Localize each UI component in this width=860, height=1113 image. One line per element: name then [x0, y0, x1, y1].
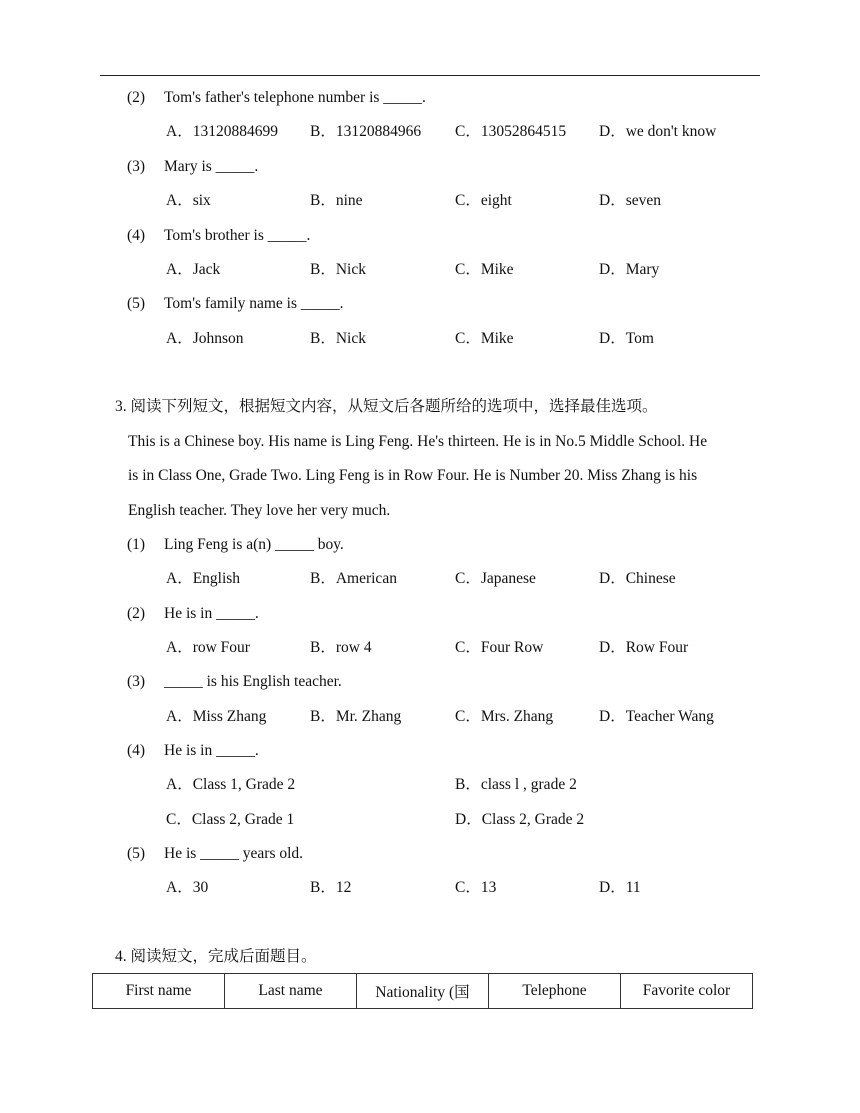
table-header-cell: Telephone: [489, 974, 621, 1009]
option-c: C．13: [455, 879, 497, 896]
question-number: (5): [127, 845, 146, 862]
option-c: C．Mike: [455, 330, 514, 347]
section-heading: 4. 阅读短文，完成后面题目。: [115, 948, 317, 965]
option-a: A．30: [166, 879, 209, 896]
question-number: (4): [127, 227, 146, 244]
option-c: C．eight: [455, 192, 512, 209]
question-text: Tom's family name is _____.: [164, 295, 344, 312]
passage-line: English teacher. They love her very much.: [128, 502, 391, 519]
option-c: C．Class 2, Grade 1: [166, 811, 295, 828]
question-number: (2): [127, 605, 146, 622]
option-d: D．Class 2, Grade 2: [455, 811, 585, 828]
option-c: C．Mike: [455, 261, 514, 278]
question-text: He is in _____.: [164, 742, 259, 759]
option-b: B．12: [310, 879, 352, 896]
table-header-cell: Nationality (国: [357, 974, 489, 1009]
option-b: B．class l , grade 2: [455, 776, 577, 793]
info-table: [92, 973, 753, 1009]
option-a: A．Miss Zhang: [166, 708, 267, 725]
option-b: B．Nick: [310, 330, 366, 347]
option-d: D．Tom: [599, 330, 654, 347]
option-a: A．English: [166, 570, 241, 587]
question-text: Tom's brother is _____.: [164, 227, 311, 244]
option-c: C．Four Row: [455, 639, 544, 656]
option-b: B．Mr. Zhang: [310, 708, 402, 725]
header-rule: [100, 75, 760, 76]
option-b: B．row 4: [310, 639, 372, 656]
option-d: D．seven: [599, 192, 661, 209]
option-d: D．we don't know: [599, 123, 717, 140]
question-number: (1): [127, 536, 146, 553]
option-a: A．Class 1, Grade 2: [166, 776, 296, 793]
option-b: B．13120884966: [310, 123, 422, 140]
option-c: C．Japanese: [455, 570, 536, 587]
option-a: A．row Four: [166, 639, 250, 656]
option-d: D．11: [599, 879, 641, 896]
table-header-row: [93, 974, 753, 1009]
question-number: (5): [127, 295, 146, 312]
option-d: D．Chinese: [599, 570, 676, 587]
question-text: He is _____ years old.: [164, 845, 304, 862]
question-number: (3): [127, 673, 146, 690]
option-c: C．13052864515: [455, 123, 567, 140]
passage-line: is in Class One, Grade Two. Ling Feng is in Row Four. He is Number 20. Miss Zhang is his: [128, 467, 698, 484]
option-d: D．Teacher Wang: [599, 708, 714, 725]
option-a: A．six: [166, 192, 211, 209]
question-text: Tom's father's telephone number is _____.: [164, 89, 426, 106]
question-text: He is in _____.: [164, 605, 259, 622]
table-header-cell: Last name: [225, 974, 357, 1009]
question-text: Mary is _____.: [164, 158, 259, 175]
question-number: (3): [127, 158, 146, 175]
question-text: _____ is his English teacher.: [164, 673, 342, 690]
option-b: B．Nick: [310, 261, 366, 278]
question-number: (4): [127, 742, 146, 759]
section-heading: 3. 阅读下列短文，根据短文内容，从短文后各题所给的选项中，选择最佳选项。: [115, 398, 658, 415]
table-header-cell: First name: [93, 974, 225, 1009]
option-a: A．Johnson: [166, 330, 244, 347]
option-a: A．Jack: [166, 261, 221, 278]
passage-line: This is a Chinese boy. His name is Ling Feng. He's thirteen. He is in No.5 Middle School. He: [128, 433, 708, 450]
option-b: B．American: [310, 570, 397, 587]
table-header-cell: Favorite color: [621, 974, 753, 1009]
question-text: Ling Feng is a(n) _____ boy.: [164, 536, 344, 553]
option-a: A．13120884699: [166, 123, 278, 140]
option-b: B．nine: [310, 192, 363, 209]
question-number: (2): [127, 89, 146, 106]
option-d: D．Mary: [599, 261, 660, 278]
option-c: C．Mrs. Zhang: [455, 708, 554, 725]
option-d: D．Row Four: [599, 639, 689, 656]
